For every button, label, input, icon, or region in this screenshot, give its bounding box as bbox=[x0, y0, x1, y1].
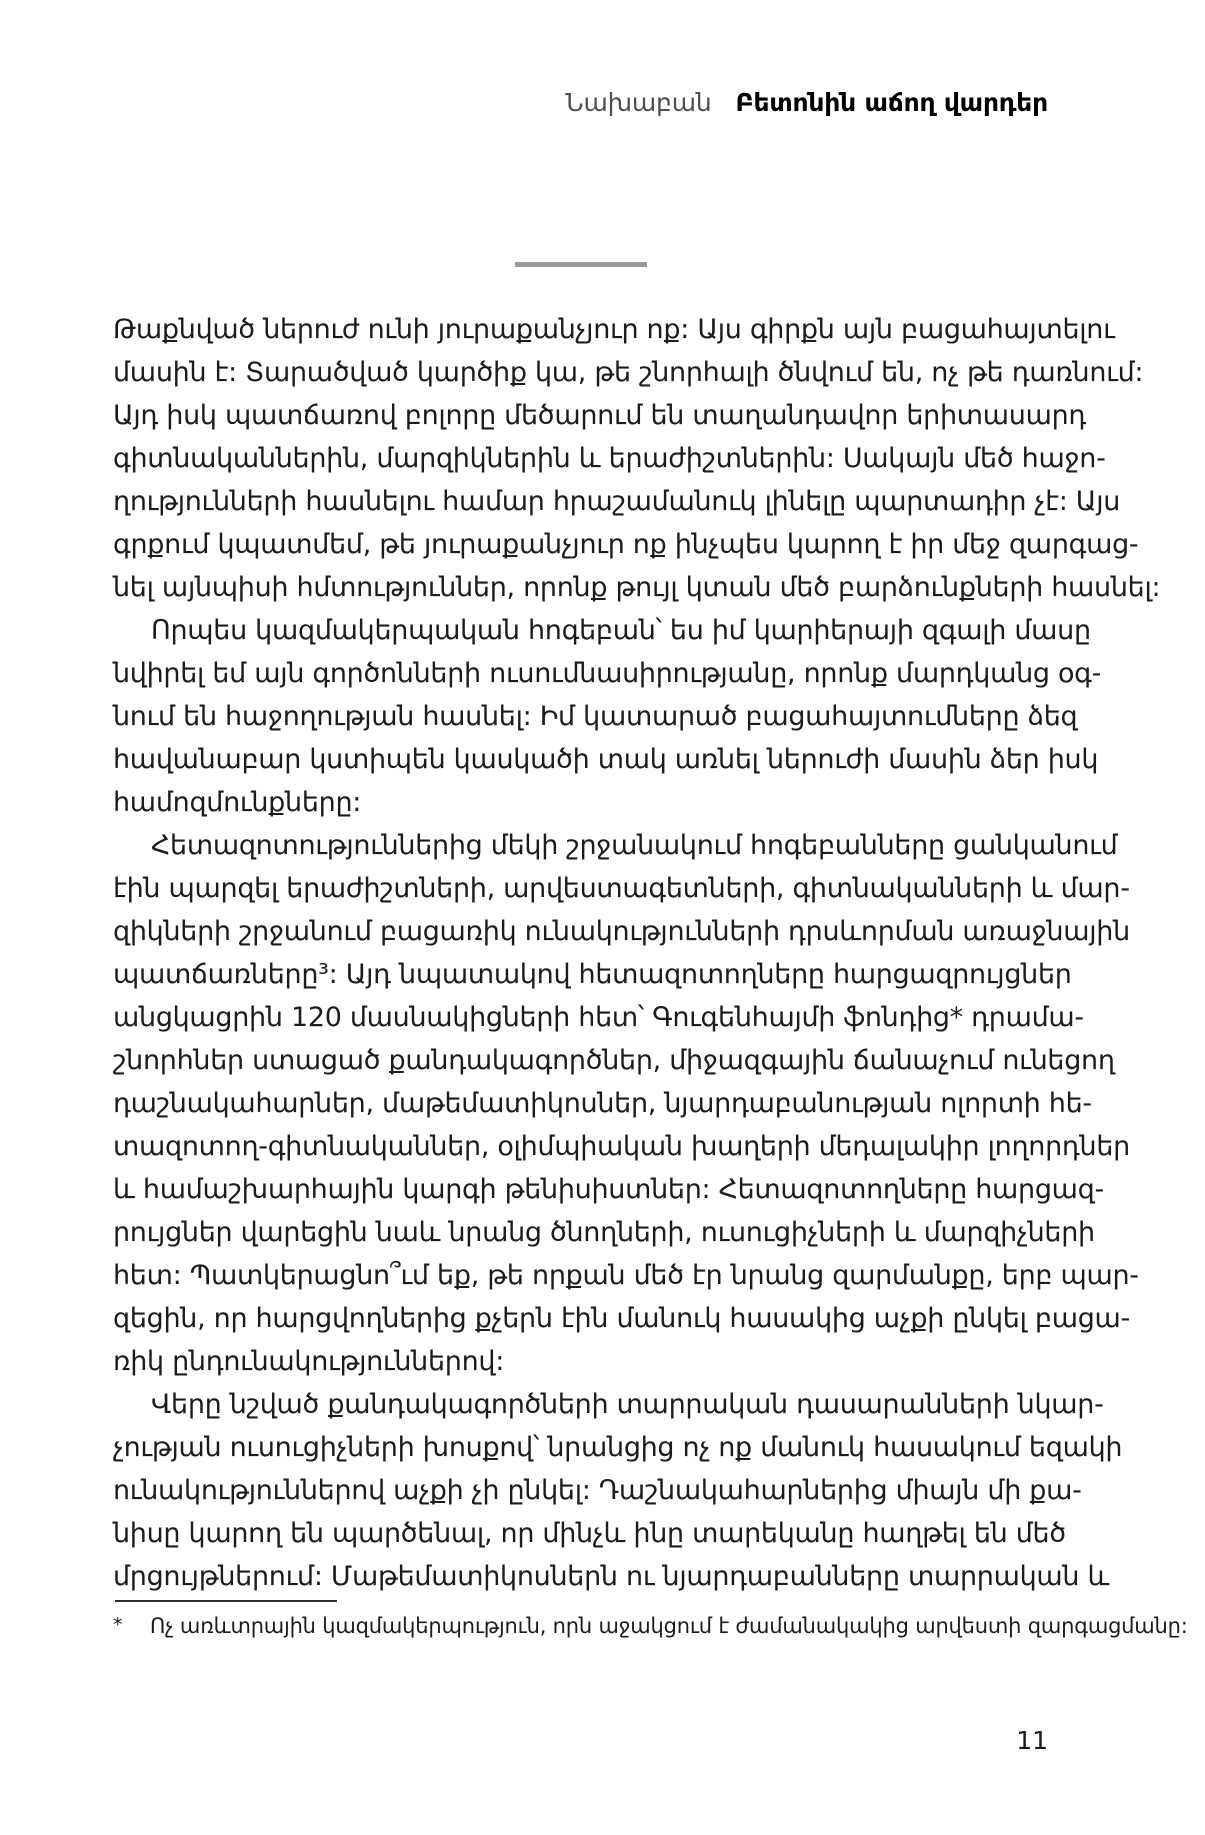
text-line: Այդ իսկ պատճառով բոլորը մեծարում են տաղանդավոր երիտասարդ bbox=[113, 400, 1086, 431]
text-line: չության ուսուցիչների խոսքով՝ նրանցից ոչ ոք մանուկ հասակում եզակի bbox=[113, 1432, 1123, 1463]
text-line: շնորհներ ստացած քանդակագործներ, միջազգային ճանաչում ունեցող bbox=[113, 1045, 1115, 1076]
text-line: գրքում կպատմեմ, թե յուրաքանչյուր ոք ինչպես կարող է իր մեջ զարգաց- bbox=[113, 529, 1139, 560]
footnote-marker: * bbox=[113, 1614, 123, 1636]
text-line: ռիկ ընդունակություններով: bbox=[113, 1346, 505, 1377]
header-section-label: Նախաբան bbox=[565, 88, 712, 117]
text-line: ղությունների հասնելու համար հրաշամանուկ լինելը պարտադիր չէ: Այս bbox=[113, 486, 1121, 517]
text-line: մասին է: Տարածված կարծիք կա, թե շնորհալի ծնվում են, ոչ թե դառնում: bbox=[113, 357, 1144, 388]
text-line: գիտնականներին, մարզիկներին և երաժիշտներին: Սակայն մեծ հաջո- bbox=[113, 443, 1106, 474]
text-line: Որպես կազմակերպական հոգեբան՝ ես իմ կարիերայի զգալի մասը bbox=[151, 615, 1091, 646]
header-chapter-title: Բետոնին աճող վարդեր bbox=[735, 88, 1048, 117]
section-divider-rule bbox=[515, 262, 647, 267]
text-line: Հետազոտություններից մեկի շրջանակում հոգեբանները ցանկանում bbox=[151, 830, 1118, 861]
text-line: նվիրել եմ այն գործոնների ուսումնասիրությանը, որոնք մարդկանց օգ- bbox=[113, 658, 1102, 689]
text-line: էին պարզել երաժիշտների, արվեստագետների, գիտնականների և մար- bbox=[113, 873, 1130, 904]
text-line: Թաքնված ներուժ ունի յուրաքանչյուր ոք: Այս գիրքն այն բացահայտելու bbox=[113, 314, 1115, 345]
running-header bbox=[113, 88, 1048, 117]
text-line: համոզմունքները: bbox=[113, 787, 362, 818]
text-line: և համաշխարհային կարգի թենիսիստներ: Հետազոտողները հարցազ- bbox=[113, 1174, 1104, 1205]
page-number: 11 bbox=[1016, 1726, 1048, 1755]
text-line: մրցույթներում: Մաթեմատիկոսներն ու նյարդաբանները տարրական և bbox=[113, 1561, 1110, 1592]
text-line: հետ: Պատկերացնո՞ւմ եք, թե որքան մեծ էր նրանց զարմանքը, երբ պար- bbox=[113, 1260, 1139, 1291]
footnote-text: Ոչ առևտրային կազմակերպություն, որն աջակցում է ժամանակակից արվեստի զարգացմանը: bbox=[150, 1614, 1188, 1638]
text-line: դաշնակահարներ, մաթեմատիկոսներ, նյարդաբանության ոլորտի հե- bbox=[113, 1088, 1092, 1119]
text-line: րույցներ վարեցին նաև նրանց ծնողների, ուսուցիչների և մարզիչների bbox=[113, 1217, 1095, 1248]
text-line: նիսը կարող են պարծենալ, որ մինչև ինը տարեկանը հաղթել են մեծ bbox=[113, 1518, 1066, 1549]
text-line: նում են հաջողության հասնել: Իմ կատարած բացահայտումները ձեզ bbox=[113, 701, 1078, 732]
text-line: զեցին, որ հարցվողներից քչերն էին մանուկ հասակից աչքի ընկել բացա- bbox=[113, 1303, 1130, 1334]
paragraph bbox=[113, 1383, 1123, 1598]
text-line: հավանաբար կստիպեն կասկածի տակ առնել ներուժի մասին ձեր իսկ bbox=[113, 744, 1099, 775]
text-line: Վերը նշված քանդակագործների տարրական դասարանների նկար- bbox=[151, 1389, 1104, 1420]
text-line: անցկացրին 120 մասնակիցների հետ՝ Գուգենհայմի ֆոնդից* դրամա- bbox=[113, 1002, 1084, 1033]
text-line: տազոտող-գիտնականներ, օլիմպիական խաղերի մեդալակիր լողորդներ bbox=[113, 1131, 1130, 1162]
text-line: զիկների շրջանում բացառիկ ունակությունների դրսևորման առաջնային bbox=[113, 916, 1130, 947]
paragraph bbox=[113, 824, 1139, 1383]
text-line: նել այնպիսի հմտություններ, որոնք թույլ կտան մեծ բարձունքների հասնել: bbox=[113, 572, 1161, 603]
footnote-rule bbox=[115, 1600, 337, 1602]
paragraph bbox=[113, 308, 1161, 609]
text-line: ունակություններով աչքի չի ընկել: Դաշնակահարներից միայն մի քա- bbox=[113, 1475, 1082, 1506]
text-line: պատճառները³: Այդ նպատակով հետազոտողները հարցազրույցներ bbox=[113, 959, 1072, 990]
paragraph bbox=[113, 609, 1102, 824]
body-text bbox=[113, 308, 1161, 1598]
footnote bbox=[113, 1614, 1188, 1638]
